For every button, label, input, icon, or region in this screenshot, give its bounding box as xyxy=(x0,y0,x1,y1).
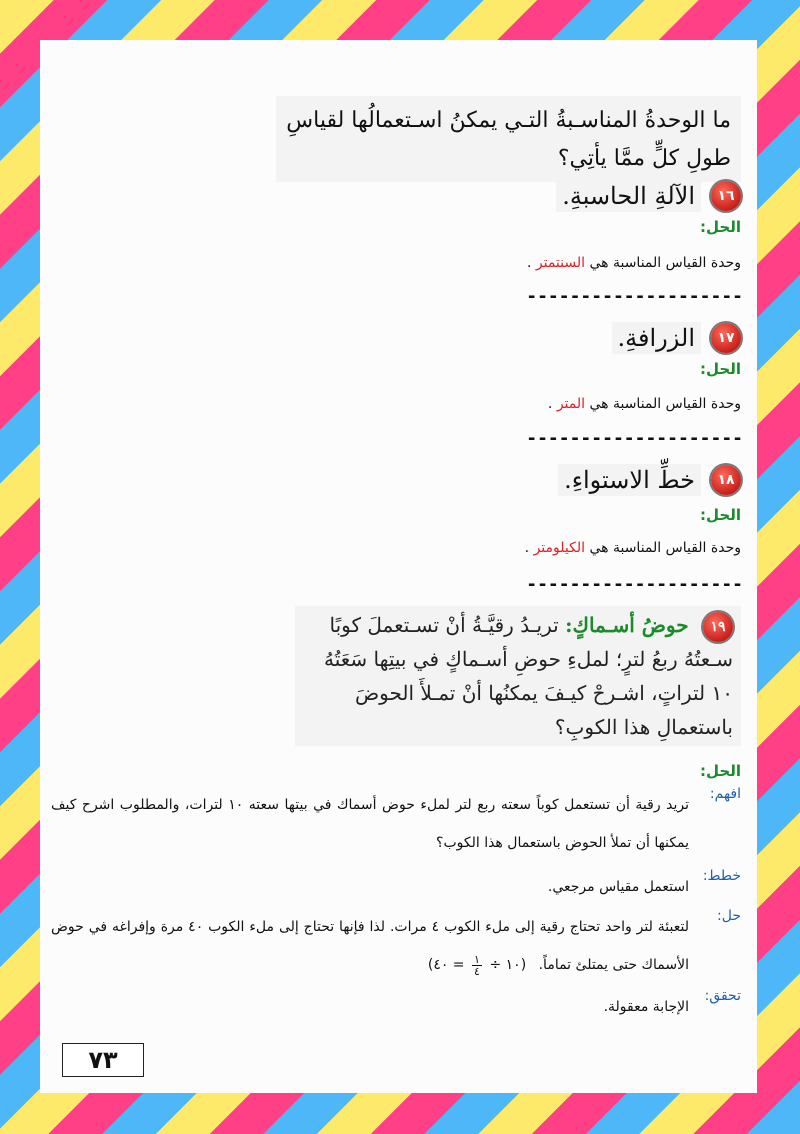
item-17 xyxy=(612,322,741,354)
fraction-denominator: ٤ xyxy=(474,964,480,978)
separator: -------------------- xyxy=(526,428,743,449)
solution-label: الحل: xyxy=(700,360,741,378)
question-text: ما الوحدةُ المناسـبةُ التـي يمكنُ اسـتعمالُها لقياسِ طولِ كلٍّ ممَّا يأتِي؟ xyxy=(276,96,741,182)
separator: -------------------- xyxy=(526,286,743,307)
answer-suffix: . xyxy=(547,396,553,412)
step-body xyxy=(51,908,689,984)
step-solve xyxy=(51,908,741,984)
step-key: افهم: xyxy=(709,786,741,802)
item-text: الزرافةِ. xyxy=(612,322,701,354)
step-body: تريد رقية أن تستعمل كوباً سعته ربع لتر لملء حوض أسماك في بيتها سعته ١٠ لترات، والمطلوب اشرح كيف يمكنها أن تملأ الحوض باستعمال هذا الكوب؟ xyxy=(51,797,689,851)
answer-suffix: . xyxy=(526,255,532,271)
answer-prefix: وحدة القياس المناسبة هي xyxy=(589,540,741,556)
solution-label: الحل: xyxy=(700,506,741,524)
answer-line xyxy=(525,540,741,556)
step-plan xyxy=(51,868,741,906)
solution-steps xyxy=(51,786,741,1026)
q19-text: تريـدُ رقيَّـةُ أنْ تسـتعملَ كوبًا سـعتُهُ ربعُ لترٍ؛ لملءِ حوضِ أسـماكٍ في بيتِها سَعَتُهُ ١٠ لتراتٍ، اشـرحْ كيـفَ يمكنُها أنْ تمـلأَ الحوضَ باستعمالِ هذا الكوبِ؟ xyxy=(323,613,733,739)
step-check xyxy=(51,988,741,1026)
item-number-badge: ١٩ xyxy=(703,612,733,642)
q19-title: حوضُ أسـماكٍ: xyxy=(565,613,689,637)
answer-unit: الكيلومتر xyxy=(533,540,586,556)
item-number-badge: ١٦ xyxy=(711,181,741,211)
answer-line xyxy=(527,255,741,271)
page-sheet xyxy=(40,40,757,1093)
answer-line xyxy=(548,396,741,412)
solve-text: لتعبئة لتر واحد تحتاج رقية إلى ملء الكوب ٤ مرات. لذا فإنها تحتاج إلى ملء الكوب ٤٠ مرة وإفراغه في حوض الأسماك حتى يمتلئ تماماً. xyxy=(51,919,689,973)
solve-equation xyxy=(427,952,527,978)
equation-close: = ٤٠) xyxy=(427,957,465,973)
solution-label: الحل: xyxy=(700,762,741,780)
step-key: حل: xyxy=(717,908,741,924)
answer-prefix: وحدة القياس المناسبة هي xyxy=(589,396,741,412)
item-text: خطِّ الاستواءِ. xyxy=(558,464,701,496)
separator: -------------------- xyxy=(526,574,743,595)
item-16 xyxy=(556,180,741,212)
step-key: تحقق: xyxy=(704,988,741,1004)
fraction-numerator: ١ xyxy=(474,952,480,966)
item-number-badge: ١٧ xyxy=(711,323,741,353)
solution-label: الحل: xyxy=(700,218,741,236)
answer-prefix: وحدة القياس المناسبة هي xyxy=(589,255,741,271)
answer-unit: السنتمتر xyxy=(535,255,586,271)
answer-unit: المتر xyxy=(556,396,586,412)
answer-suffix: . xyxy=(524,540,530,556)
item-18 xyxy=(558,464,741,496)
step-body: استعمل مقياس مرجعي. xyxy=(547,879,689,895)
step-body: الإجابة معقولة. xyxy=(603,999,689,1015)
step-key: خطط: xyxy=(702,868,741,884)
item-text: الآلةِ الحاسبةِ. xyxy=(556,180,701,212)
equation-open: (١٠ ÷ xyxy=(489,957,527,973)
page-number: ٧٣ xyxy=(62,1043,144,1077)
fraction xyxy=(472,954,482,977)
question-19 xyxy=(295,606,741,746)
item-number-badge: ١٨ xyxy=(711,465,741,495)
step-understand xyxy=(51,786,741,862)
